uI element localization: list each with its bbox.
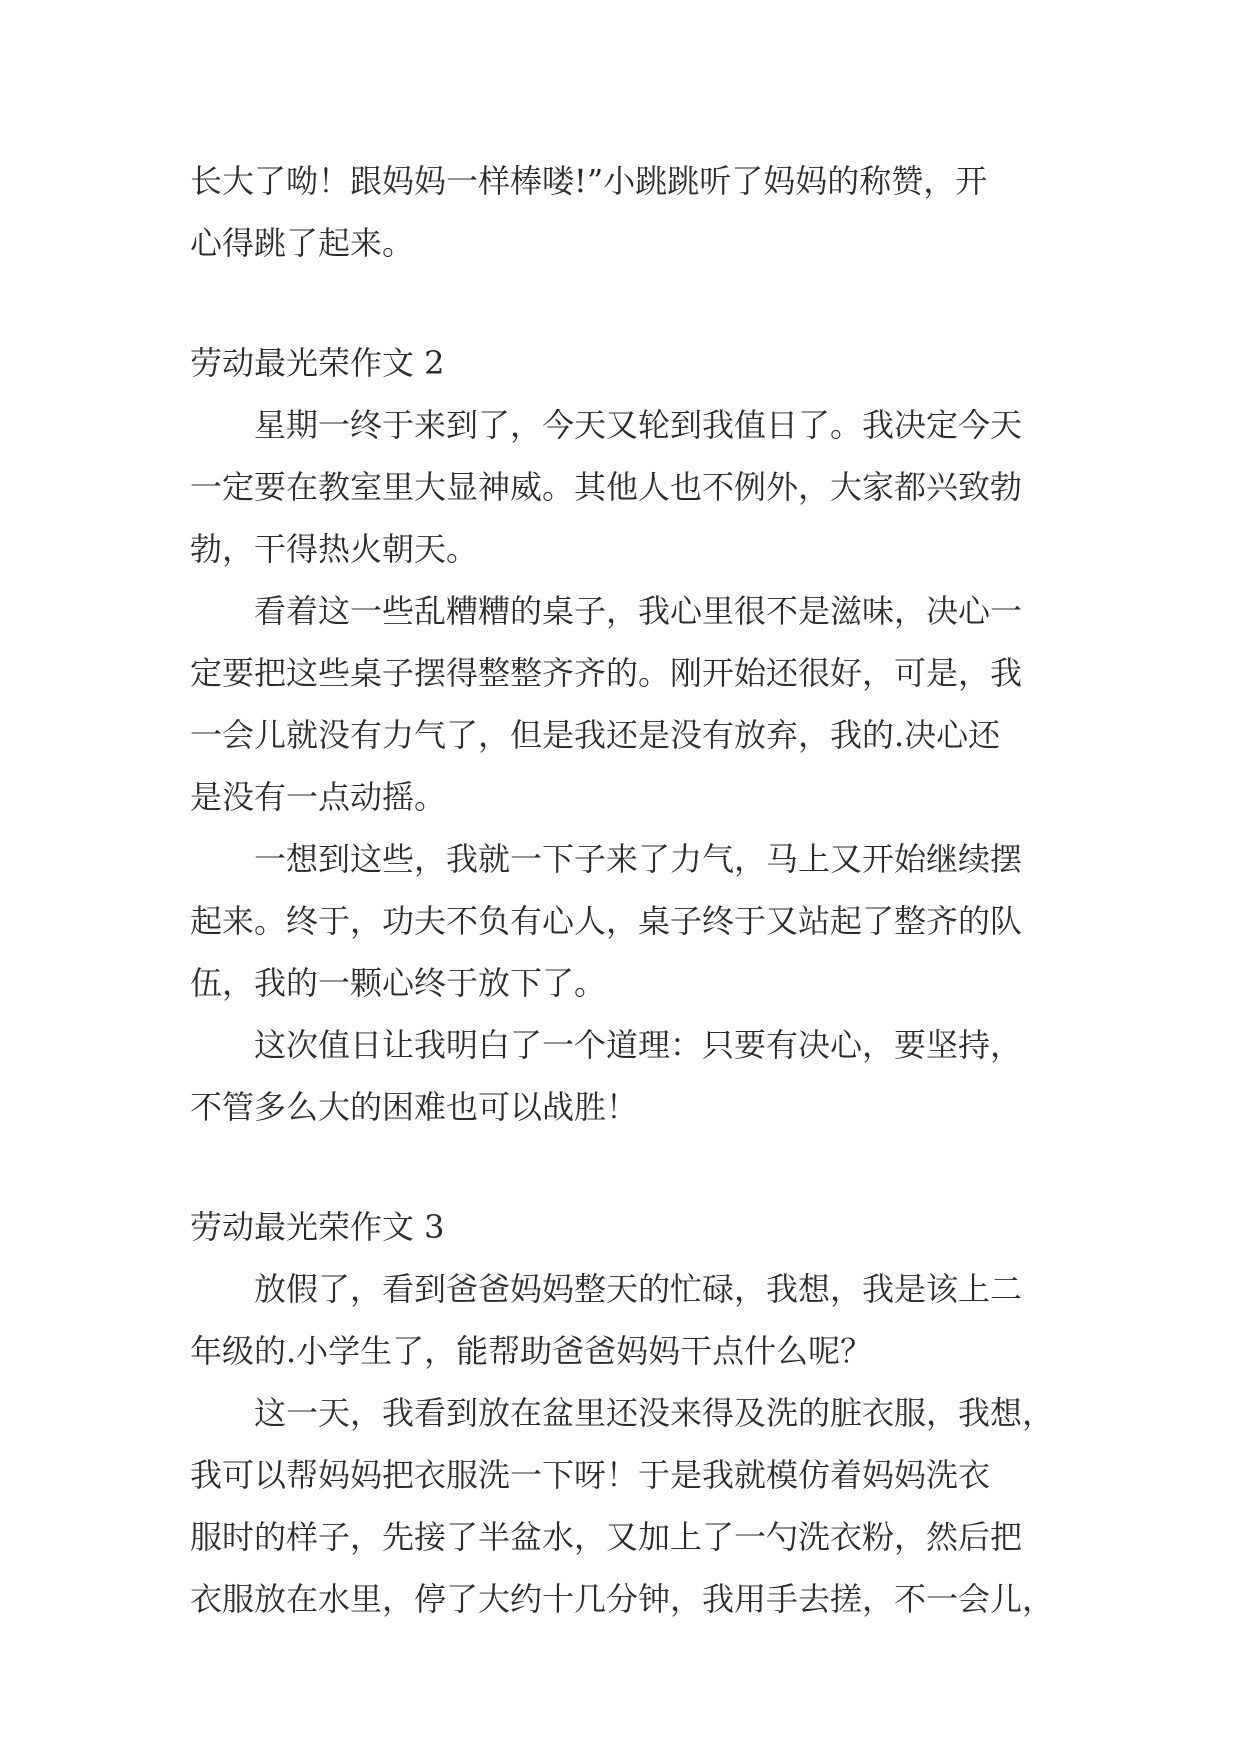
essay-2-paragraph-4 [190, 1014, 1050, 1138]
text-line: 是没有一点动摇。 [190, 778, 447, 816]
text-line: 这一天，我看到放在盆里还没来得及洗的脏衣服，我想， [254, 1394, 1055, 1432]
text-line: 长大了呦！跟妈妈一样棒喽!”小跳跳听了妈妈的称赞，开 [190, 162, 988, 200]
text-line: 勃，干得热火朝天。 [190, 530, 479, 568]
text-line: 这次值日让我明白了一个道理：只要有决心，要坚持， [254, 1026, 1023, 1064]
essay-2-paragraph-2 [190, 580, 1050, 828]
text-line: 不管多么大的困难也可以战胜！ [190, 1088, 639, 1126]
text-line: 放假了，看到爸爸妈妈整天的忙碌，我想，我是该上二 [254, 1270, 1023, 1308]
text-line: 一想到这些，我就一下子来了力气，马上又开始继续摆 [254, 840, 1023, 878]
document-body [190, 150, 1055, 1630]
text-line: 衣服放在水里，停了大约十几分钟，我用手去搓，不一会儿， [190, 1580, 1055, 1618]
text-line: 星期一终于来到了，今天又轮到我值日了。我决定今天 [254, 406, 1023, 444]
text-line: 心得跳了起来。 [190, 224, 415, 262]
essay-3-title: 劳动最光荣作文 3 [190, 1208, 445, 1246]
section-gap [190, 274, 1050, 332]
text-line: 我可以帮妈妈把衣服洗一下呀！于是我就模仿着妈妈洗衣 [190, 1456, 991, 1494]
essay-2-section [190, 332, 1050, 1138]
text-line: 定要把这些桌子摆得整整齐齐的。刚开始还很好，可是，我 [190, 654, 1023, 692]
essay-3-paragraph-2 [190, 1382, 1055, 1630]
intro-paragraph [190, 150, 1050, 274]
essay-3-section [190, 1196, 1055, 1630]
essay-3-paragraph-1 [190, 1258, 1050, 1382]
text-line: 伍，我的一颗心终于放下了。 [190, 964, 607, 1002]
essay-2-title: 劳动最光荣作文 2 [190, 344, 445, 382]
text-line: 一定要在教室里大显神威。其他人也不例外，大家都兴致勃 [190, 468, 1023, 506]
text-line: 年级的.小学生了，能帮助爸爸妈妈干点什么呢？ [190, 1332, 873, 1370]
text-line: 看着这一些乱糟糟的桌子，我心里很不是滋味，决心一 [254, 592, 1023, 630]
essay-2-paragraph-1 [190, 394, 1050, 580]
text-line: 服时的样子，先接了半盆水，又加上了一勺洗衣粉，然后把 [190, 1518, 1023, 1556]
essay-2-paragraph-3 [190, 828, 1050, 1014]
text-line: 一会儿就没有力气了，但是我还是没有放弃，我的.决心还 [190, 716, 1001, 754]
text-line: 起来。终于，功夫不负有心人，桌子终于又站起了整齐的队 [190, 902, 1023, 940]
section-gap [190, 1138, 1050, 1196]
